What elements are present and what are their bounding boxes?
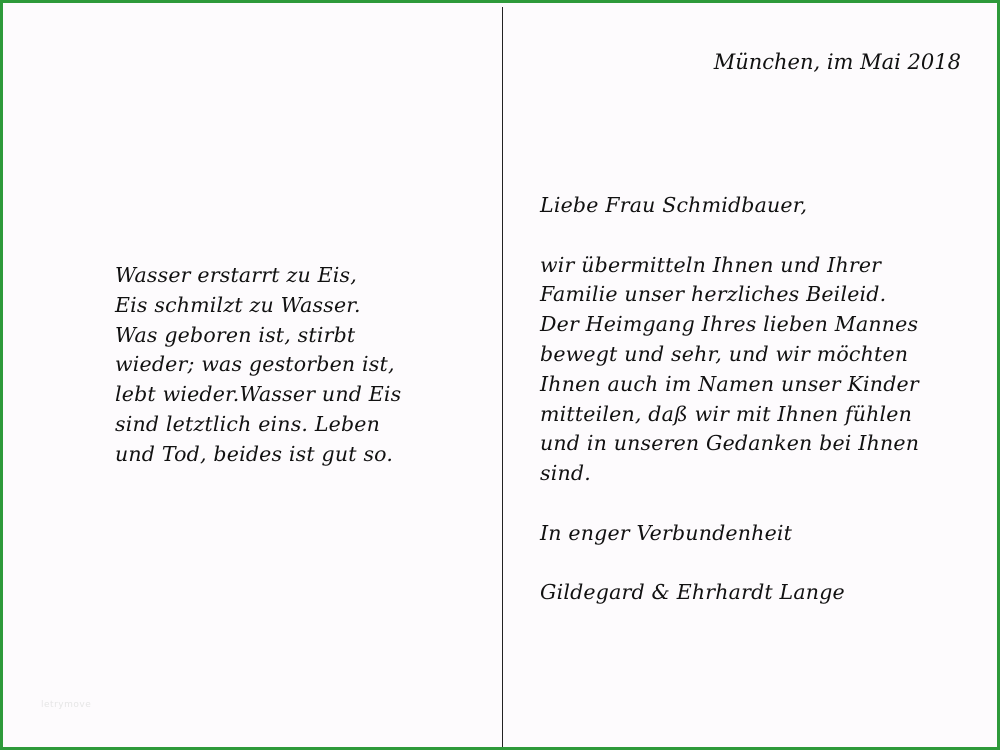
watermark: letrymove [41, 700, 92, 710]
letter-body-line: und in unseren Gedanken bei Ihnen [540, 431, 920, 456]
poem-line: Was geboren ist, stirbt [115, 322, 356, 347]
letter-body-line: Der Heimgang Ihres lieben Mannes [540, 312, 919, 337]
letter-signature: Gildegard & Ehrhardt Lange [540, 580, 845, 605]
letter-body-line: bewegt und sehr, und wir möchten [540, 341, 909, 366]
letter-date: München, im Mai 2018 [713, 50, 961, 74]
letter-body-line: Familie unser herzliches Beileid. [540, 282, 887, 307]
poem [115, 261, 455, 470]
poem-line: sind letztlich eins. Leben [115, 411, 381, 436]
poem-line: lebt wieder.Wasser und Eis [115, 382, 402, 407]
poem-line: Wasser erstarrt zu Eis, [115, 263, 357, 287]
letter-body-line: sind. [540, 461, 591, 486]
fold-line [502, 7, 503, 749]
letter-body-line: mitteilen, daß wir mit Ihnen fühlen [540, 401, 913, 426]
letter-closing: In enger Verbundenheit [540, 520, 793, 545]
paragraph-gap [540, 489, 980, 519]
letter-salutation: Liebe Frau Schmidbauer, [540, 193, 808, 217]
poem-line: Eis schmilzt zu Wasser. [115, 292, 361, 317]
poem-line: wieder; was gestorben ist, [115, 352, 395, 377]
poem-line: und Tod, beides ist gut so. [115, 441, 394, 466]
letter-text [540, 191, 980, 608]
paragraph-gap [540, 549, 980, 579]
paragraph-gap [540, 221, 980, 251]
letter-body-line: wir übermitteln Ihnen und Ihrer [540, 252, 882, 277]
letter-body-line: Ihnen auch im Namen unser Kinder [540, 371, 919, 396]
